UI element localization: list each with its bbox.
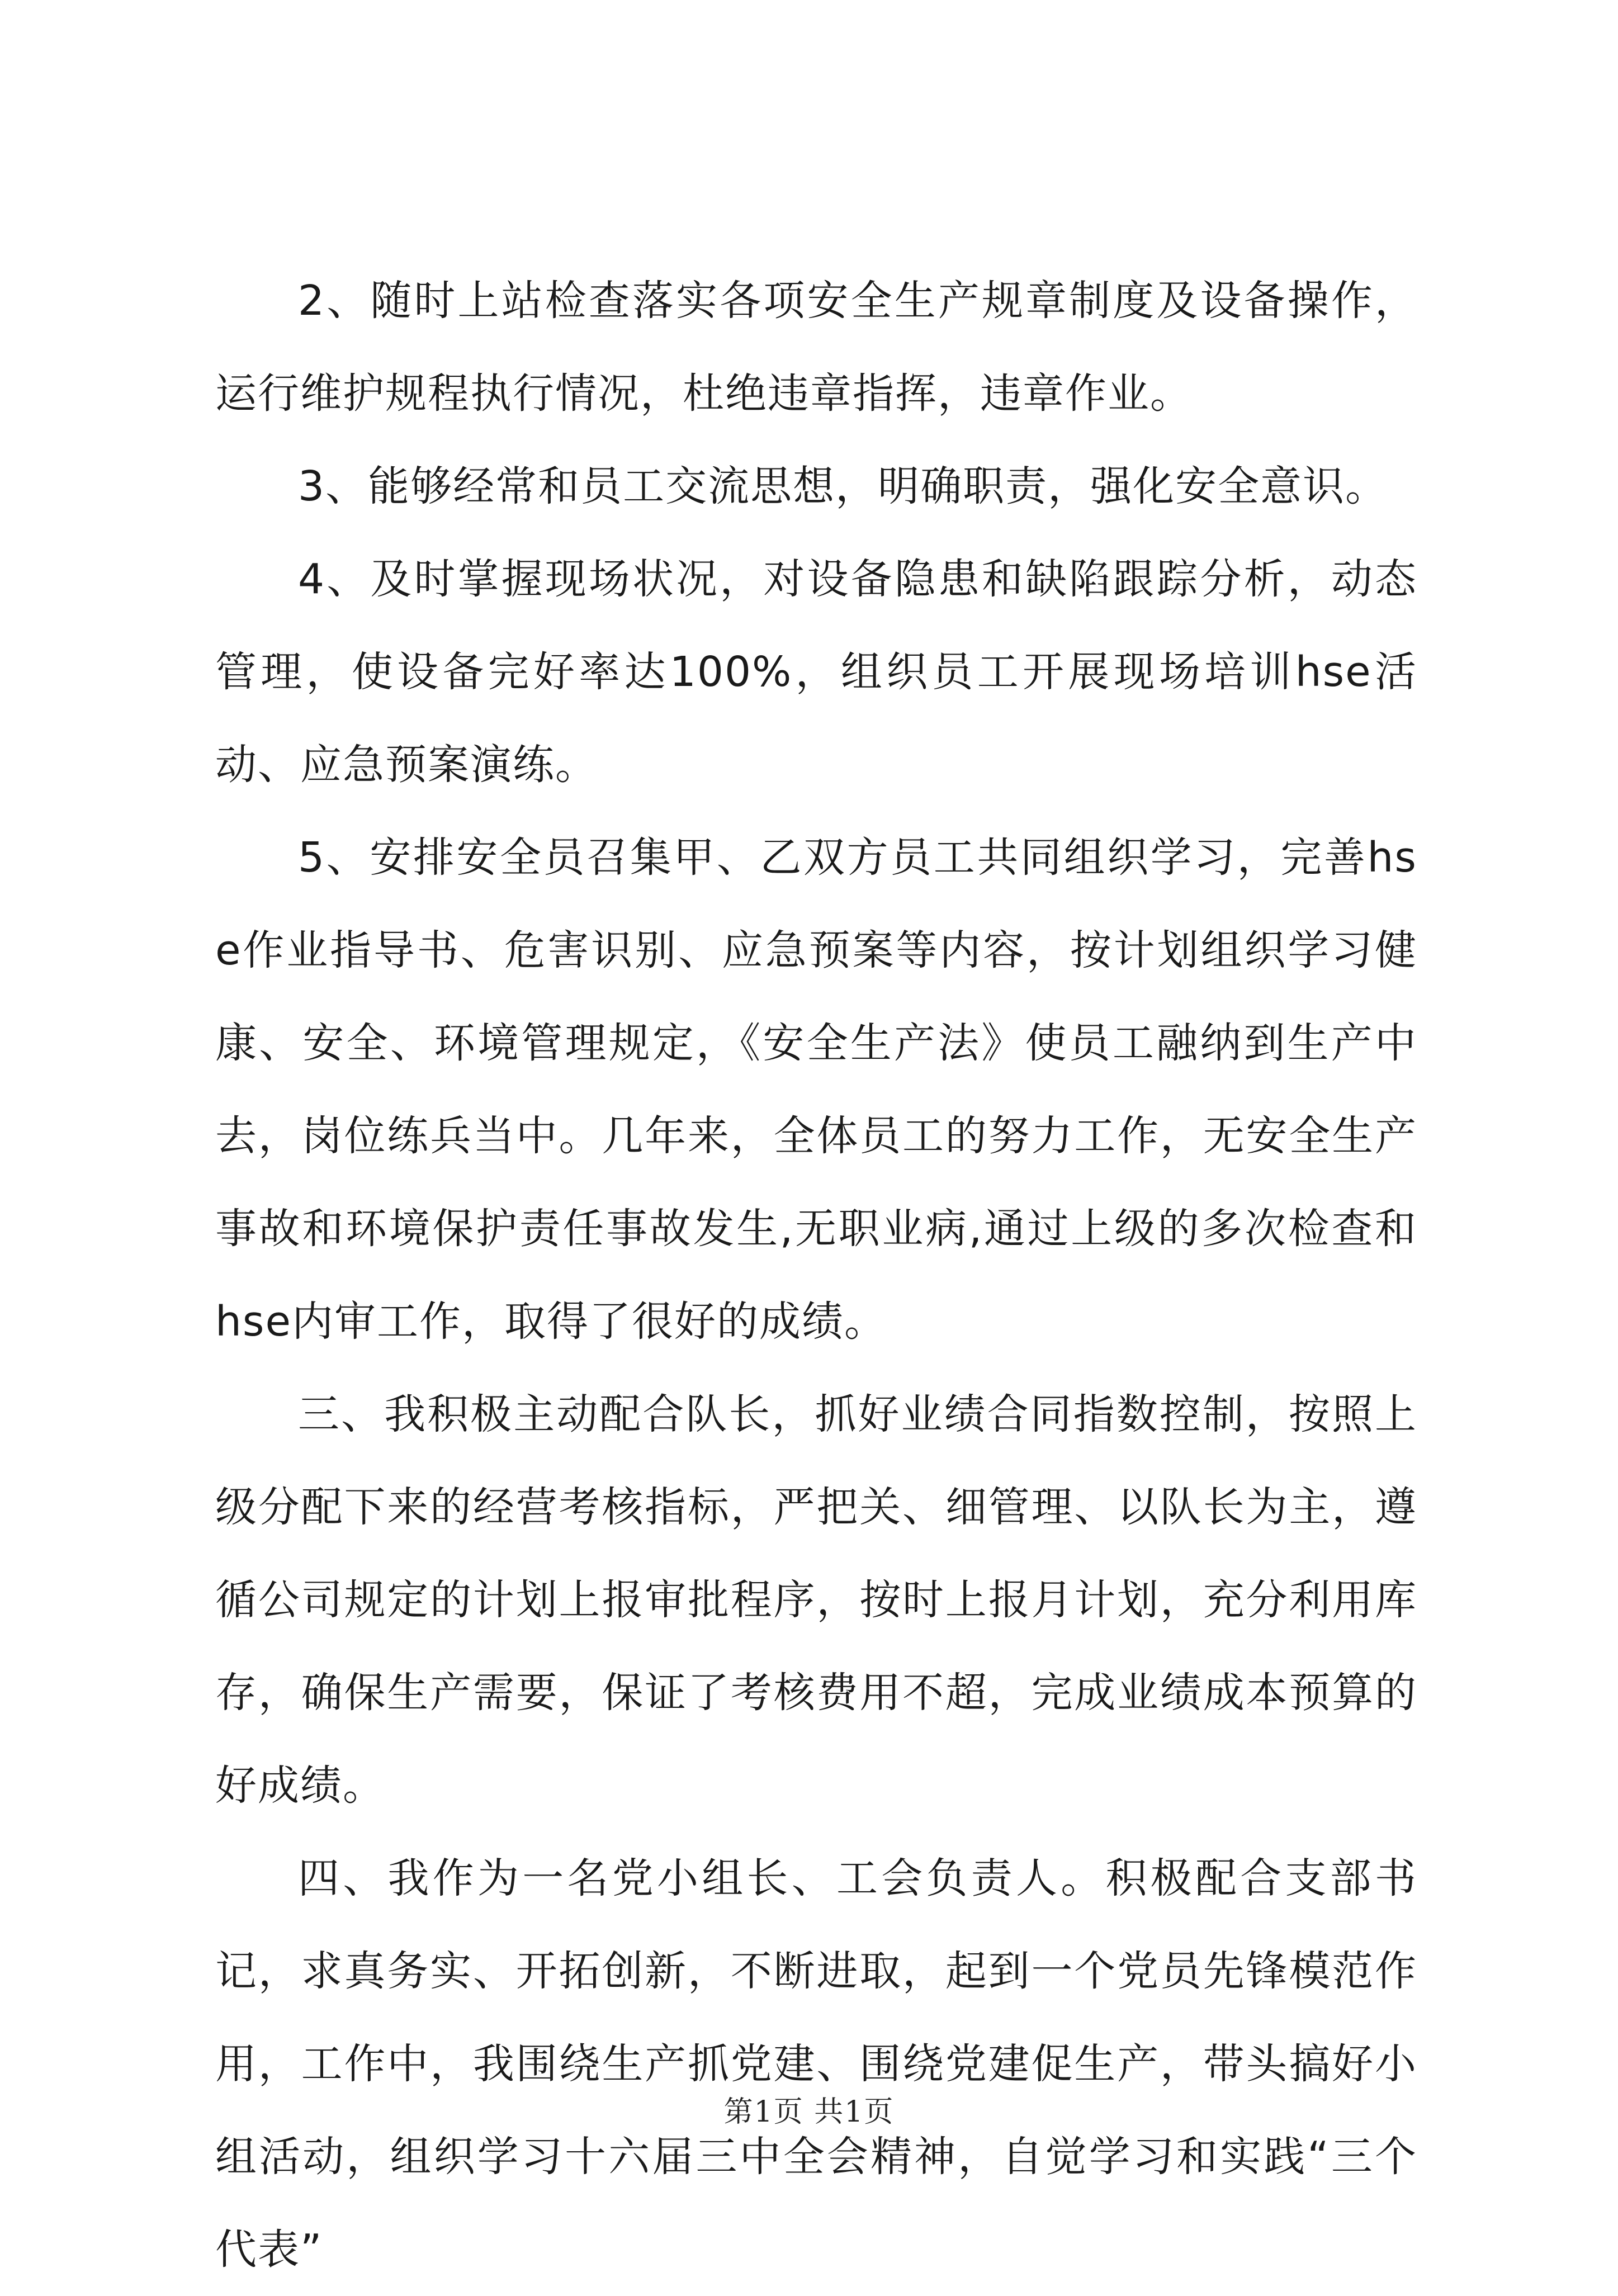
paragraph-item-4: 4、及时掌握现场状况，对设备隐患和缺陷跟踪分析，动态管理，使设备完好率达100%，组织员工开展现场培训hse活动、应急预案演练。 [215, 555, 1417, 789]
document-body [215, 254, 1417, 2296]
page-number-footer: 第1页 共1页 [723, 2095, 895, 2129]
paragraph-section-three: 三、我积极主动配合队长，抓好业绩合同指数控制，按照上级分配下来的经营考核指标，严把关、细管理、以队长为主，遵循公司规定的计划上报审批程序，按时上报月计划，充分利用库存，确保生产需要，保证了考核费用不超，完成业绩成本预算的好成绩。 [215, 1390, 1417, 1810]
paragraph-item-2: 2、随时上站检查落实各项安全生产规章制度及设备操作，运行维护规程执行情况，杜绝违章指挥，违章作业。 [215, 277, 1417, 418]
paragraph-section-four: 四、我作为一名党小组长、工会负责人。积极配合支部书记，求真务实、开拓创新，不断进取，起到一个党员先锋模范作用，工作中，我围绕生产抓党建、围绕党建促生产，带头搞好小组活动，组织学习十六届三中全会精神，自觉学习和实践“三个代表” [215, 1854, 1417, 2274]
paragraph-item-5: 5、安排安全员召集甲、乙双方员工共同组织学习，完善hse作业指导书、危害识别、应急预案等内容，按计划组织学习健康、安全、环境管理规定，《安全生产法》使员工融纳到生产中去，岗位练兵当中。几年来，全体员工的努力工作，无安全生产事故和环境保护责任事故发生,无职业病,通过上级的多次检查和hse内审工作，取得了很好的成绩。 [215, 834, 1417, 1346]
paragraph-item-3: 3、能够经常和员工交流思想，明确职责，强化安全意识。 [298, 462, 1388, 510]
